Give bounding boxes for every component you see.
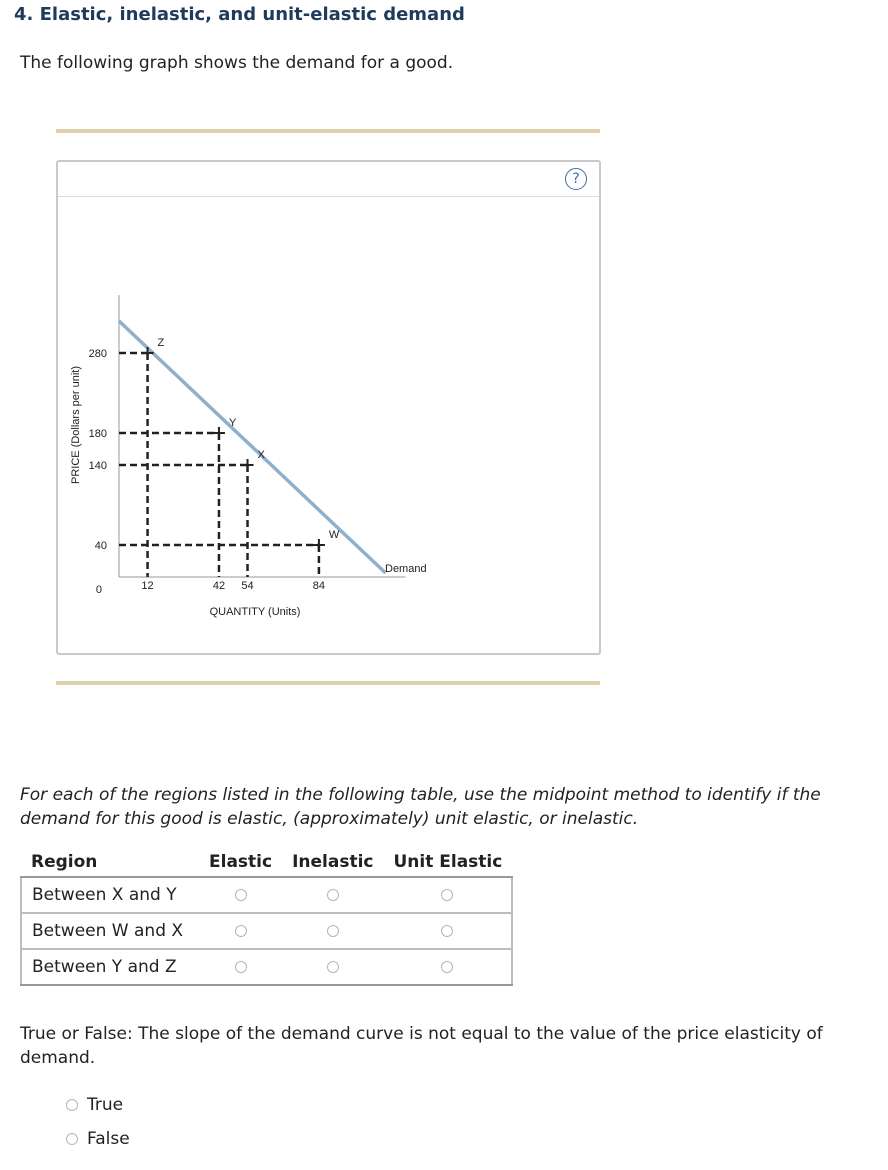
- point-label-y: Y: [228, 417, 237, 429]
- header-region: Region: [21, 848, 199, 877]
- radio-elastic[interactable]: [235, 889, 247, 901]
- y-tick-label: 40: [94, 540, 107, 552]
- point-label-w: W: [328, 529, 340, 541]
- x-axis-title: QUANTITY (Units): [209, 606, 301, 618]
- origin-label: 0: [95, 584, 102, 596]
- radio-inelastic[interactable]: [327, 889, 339, 901]
- radio-unit-elastic[interactable]: [441, 889, 453, 901]
- bottom-divider: [56, 681, 600, 685]
- x-tick-label: 12: [141, 580, 154, 592]
- top-divider: [56, 129, 600, 133]
- region-cell: Between W and X: [21, 913, 199, 949]
- demand-curve: [119, 321, 386, 573]
- table-row: [21, 877, 512, 913]
- y-tick-label: 140: [88, 460, 107, 472]
- demand-chart: [58, 162, 599, 653]
- point-label-z: Z: [157, 337, 165, 349]
- table-row: [21, 949, 512, 985]
- region-cell: Between Y and Z: [21, 949, 199, 985]
- radio-elastic[interactable]: [235, 925, 247, 937]
- graph-panel: [56, 160, 601, 655]
- false-option[interactable]: [66, 1129, 130, 1149]
- instructions: For each of the regions listed in the following table, use the midpoint method to identify if the demand for this good is elastic, (approximately) unit elastic, or inelastic.: [20, 785, 821, 829]
- radio-true[interactable]: [66, 1099, 78, 1111]
- radio-inelastic[interactable]: [327, 925, 339, 937]
- radio-unit-elastic[interactable]: [441, 925, 453, 937]
- table-row: [21, 913, 512, 949]
- header-inelastic: Inelastic: [282, 848, 383, 877]
- radio-elastic[interactable]: [235, 961, 247, 973]
- x-tick-label: 54: [241, 580, 254, 592]
- elasticity-table: [20, 848, 513, 986]
- table-header-row: [21, 848, 512, 877]
- question-intro: The following graph shows the demand for a good.: [20, 53, 454, 73]
- radio-inelastic[interactable]: [327, 961, 339, 973]
- y-tick-label: 180: [88, 428, 107, 440]
- point-label-x: X: [257, 449, 265, 461]
- x-tick-label: 42: [212, 580, 226, 592]
- false-label: False: [87, 1129, 130, 1149]
- header-elastic: Elastic: [199, 848, 282, 877]
- radio-false[interactable]: [66, 1133, 78, 1145]
- header-unit-elastic: Unit Elastic: [383, 848, 512, 877]
- true-false-question: True or False: The slope of the demand curve is not equal to the value of the price elasticity of demand.: [20, 1024, 823, 1068]
- y-axis-title: PRICE (Dollars per unit): [70, 366, 82, 484]
- question-title: 4. Elastic, inelastic, and unit-elastic demand: [14, 4, 465, 25]
- radio-unit-elastic[interactable]: [441, 961, 453, 973]
- y-tick-label: 280: [88, 348, 107, 360]
- help-button[interactable]: ?: [565, 168, 587, 190]
- true-label: True: [87, 1095, 124, 1115]
- true-option[interactable]: [66, 1095, 123, 1115]
- x-tick-label: 84: [312, 580, 326, 592]
- demand-curve-label: Demand: [385, 563, 427, 575]
- region-cell: Between X and Y: [21, 877, 199, 913]
